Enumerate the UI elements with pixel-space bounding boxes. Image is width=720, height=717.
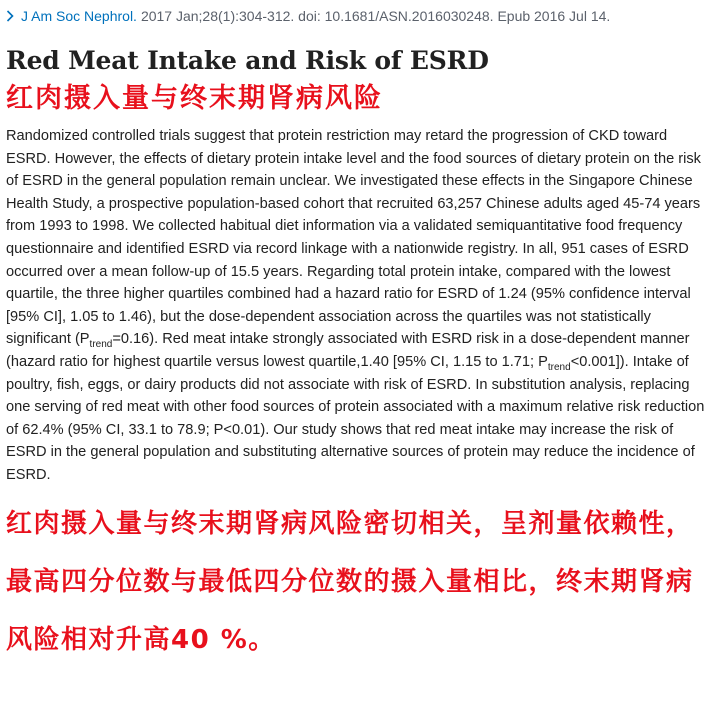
chevron-right-icon[interactable] [6, 10, 16, 22]
abstract-part-1: Randomized controlled trials suggest that protein restriction may retard the progression of CKD toward ESRD. However, the effects of dietary protein intake level and the food sources of dietary protein on the risk of ESRD in the general population remain unclear. We investigated these effects in the Singapore Chinese Health Study, a prospective population-based cohort that recruited 63,257 Chinese adults aged 45-74 years from 1993 to 1998. We collected habitual diet information via a validated semiquantitative food frequency questionnaire and identified ESRD via record linkage with a nationwide registry. In all, 951 cases of ESRD occurred over a mean follow-up of 15.5 years. Regarding total protein intake, compared with the lowest quartile, the three higher quartiles combined had a hazard ratio for ESRD of 1.24 (95% confidence interval [95% CI], 1.05 to 1.46), but the dose-dependent association across the quartiles was not statistically significant (P [6, 128, 701, 348]
article-title-chinese: 红肉摄入量与终末期肾病风险 [6, 83, 383, 114]
chinese-summary: 红肉摄入量与终末期肾病风险密切相关，呈剂量依赖性，最高四分位数与最低四分位数的摄入量相比，终末期肾病风险相对升高40 %。 [6, 508, 694, 655]
citation-line [6, 6, 712, 26]
journal-link[interactable]: J Am Soc Nephrol. [21, 8, 137, 24]
citation-details: 2017 Jan;28(1):304-312. doi: 10.1681/ASN.2016030248. Epub 2016 Jul 14. [140, 8, 611, 24]
p-trend-subscript-1: trend [89, 339, 113, 351]
p-trend-subscript-2: trend [547, 361, 571, 373]
article-title: Red Meat Intake and Risk of ESRD [6, 46, 489, 75]
abstract-part-2: =0.16). Red meat intake strongly associated with ESRD risk in a dose-dependent manner (hazard ratio for highest quartile versus lowest quartile,1.40 [95% CI, 1.15 to 1.71; P [6, 331, 690, 370]
abstract-text [6, 125, 714, 487]
abstract-part-3: <0.001]). Intake of poultry, fish, eggs, or dairy products did not associate with risk of ESRD. In substitution analysis, replacing one serving of red meat with other food sources of protein associated with a maximum relative risk reduction of 62.4% (95% CI, 33.1 to 78.9; P<0.01). Our study shows that red meat intake may increase the risk of ESRD in the general population and substituting alternative sources of protein may reduce the incidence of ESRD. [6, 353, 705, 483]
